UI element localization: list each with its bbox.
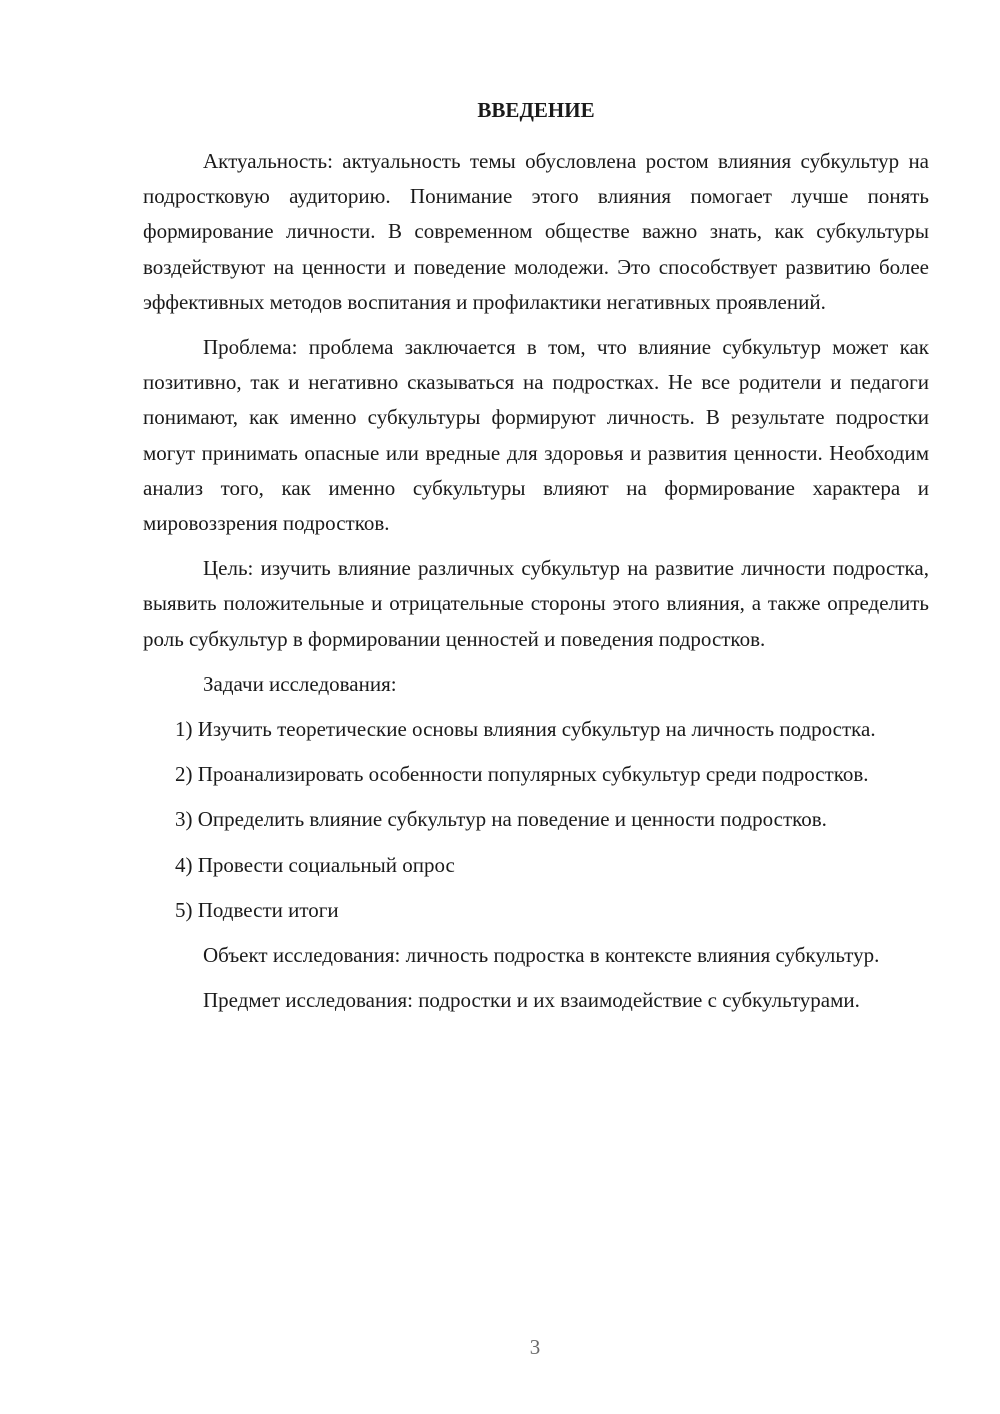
section-title: ВВЕДЕНИЕ	[477, 98, 595, 122]
page-content	[143, 94, 929, 1018]
task-item-4: 4) Провести социальный опрос	[175, 852, 455, 877]
paragraph-goal: Цель: изучить влияние различных субкультур на развитие личности подростка, выявить положительные и отрицательные стороны этого влияния, а также определить роль субкультур в формировании ценностей и поведения подростков.	[143, 556, 929, 651]
paragraph-relevance: Актуальность: актуальность темы обусловлена ростом влияния субкультур на подростковую аудиторию. Понимание этого влияния помогает лучше понять формирование личности. В современном обществе важно знать, как субкультуры воздействуют на ценности и поведение молодежи. Это способствует развитию более эффективных методов воспитания и профилактики негативных проявлений.	[143, 149, 929, 314]
paragraph-subject: Предмет исследования: подростки и их взаимодействие с субкультурами.	[203, 988, 860, 1013]
task-item-2: 2) Проанализировать особенности популярных субкультур среди подростков.	[175, 762, 869, 787]
task-item-3: 3) Определить влияние субкультур на поведение и ценности подростков.	[175, 807, 827, 832]
page-number: 3	[529, 1335, 541, 1359]
paragraph-problem: Проблема: проблема заключается в том, что влияние субкультур может как позитивно, так и негативно сказываться на подростках. Не все родители и педагоги понимают, как именно субкультуры формируют личность. В результате подростки могут принимать опасные или вредные для здоровья и развития ценности. Необходим анализ того, как именно субкультуры влияют на формирование характера и мировоззрения подростков.	[143, 335, 929, 536]
task-item-5: 5) Подвести итоги	[175, 897, 339, 922]
paragraph-tasks-heading: Задачи исследования:	[203, 671, 397, 696]
paragraph-object: Объект исследования: личность подростка в контексте влияния субкультур.	[203, 943, 880, 968]
task-item-1: 1) Изучить теоретические основы влияния субкультур на личность подростка.	[175, 717, 876, 742]
